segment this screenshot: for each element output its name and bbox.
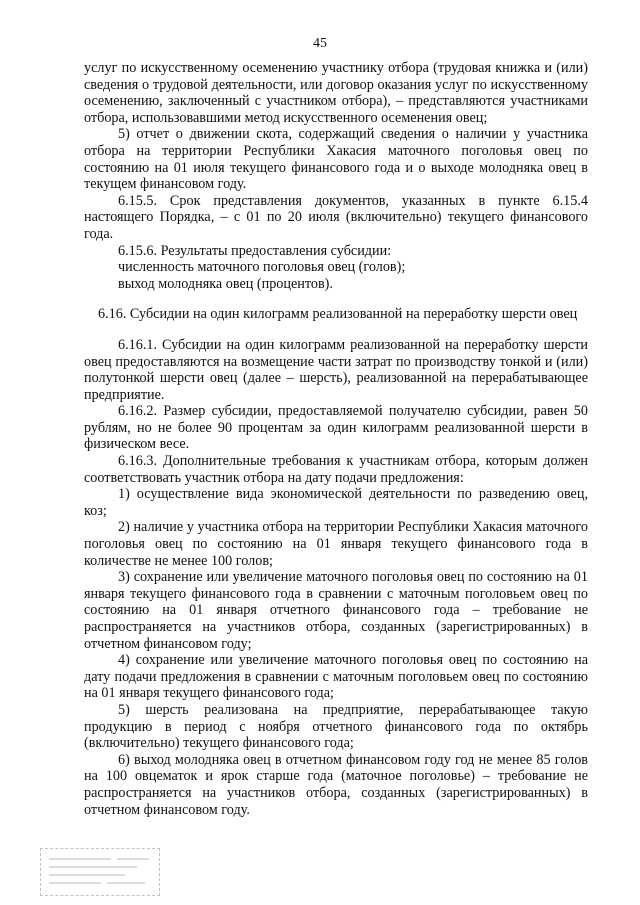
paragraph-6-16-2: 6.16.2. Размер субсидии, предоставляемой получателю субсидии, равен 50 рублям, но не более 90 процентам за один килограмм реализованной шерсти в физическом весе. (84, 403, 588, 453)
stamp-icon (40, 848, 160, 896)
paragraph-item-5-report: 5) отчет о движении скота, содержащий сведения о наличии у участника отбора на территории Республики Хакасия маточного поголовья овец по состоянию на 01 июля текущего финансового года и о выходе молодняка овец в текущем финансовом году. (84, 126, 588, 193)
result-item-livestock: численность маточного поголовья овец (голов); (118, 259, 406, 276)
requirement-item-1: 1) осуществление вида экономической деятельности по разведению овец, коз; (84, 486, 588, 519)
section-heading-6-16: 6.16. Субсидии на один килограмм реализованной на переработку шерсти овец (98, 306, 578, 323)
requirement-item-5: 5) шерсть реализована на предприятие, перерабатывающее такую продукцию в период с ноября отчетного финансового года по октябрь (включительно) текущего финансового года; (84, 701, 588, 752)
paragraph-6-16-3: 6.16.3. Дополнительные требования к участникам отбора, которым должен соответствовать участник отбора на дату подачи предложения: (84, 453, 588, 486)
paragraph-continuation: услуг по искусственному осеменению участнику отбора (трудовая книжка и (или) сведения о трудовой деятельности, или договор оказания услуг по искусственному осеменению, заключенный с участником отбора), – представляются участниками отбора, использовавшими метод искусственного осеменения овец; (84, 60, 588, 126)
document-body (84, 60, 588, 818)
result-item-offspring: выход молодняка овец (процентов). (118, 275, 333, 292)
paragraph-6-15-6: 6.15.6. Результаты предоставления субсидии: (118, 242, 392, 259)
requirement-item-2: 2) наличие у участника отбора на территории Республики Хакасия маточного поголовья овец по состоянию на 01 января текущего финансового года в количестве не менее 100 голов; (84, 519, 588, 569)
paragraph-6-16-1: 6.16.1. Субсидии на один килограмм реализованной на переработку шерсти овец предоставляются на возмещение части затрат по производству тонкой и (или) полутонкой шерсти овец (далее – шерсть), реализованной на перерабатывающее предприятие. (84, 336, 588, 403)
requirement-item-3: 3) сохранение или увеличение маточного поголовья овец по состоянию на 01 января текущего финансового года в сравнении с маточным поголовьем овец по состоянию на 01 января отчетного финансового года – требование не распространяется на участников отбора, созданных (зарегистрированных) в отчетном финансовом году; (84, 569, 588, 652)
page-number: 45 (313, 36, 327, 51)
requirement-item-4: 4) сохранение или увеличение маточного поголовья овец по состоянию на дату подачи предложения в сравнении с маточным поголовьем овец по состоянию на 01 января текущего финансового года; (84, 652, 588, 702)
requirement-item-6: 6) выход молодняка овец в отчетном финансовом году год не менее 85 голов на 100 овцематок и ярок старше года (маточное поголовье) – требование не распространяется на участников отбора, созданных (зарегистрированных) в отчетном финансовом году. (84, 751, 588, 818)
paragraph-6-15-5: 6.15.5. Срок представления документов, указанных в пункте 6.15.4 настоящего Порядка, – с 01 по 20 июля (включительно) текущего финансового года. (84, 192, 588, 242)
